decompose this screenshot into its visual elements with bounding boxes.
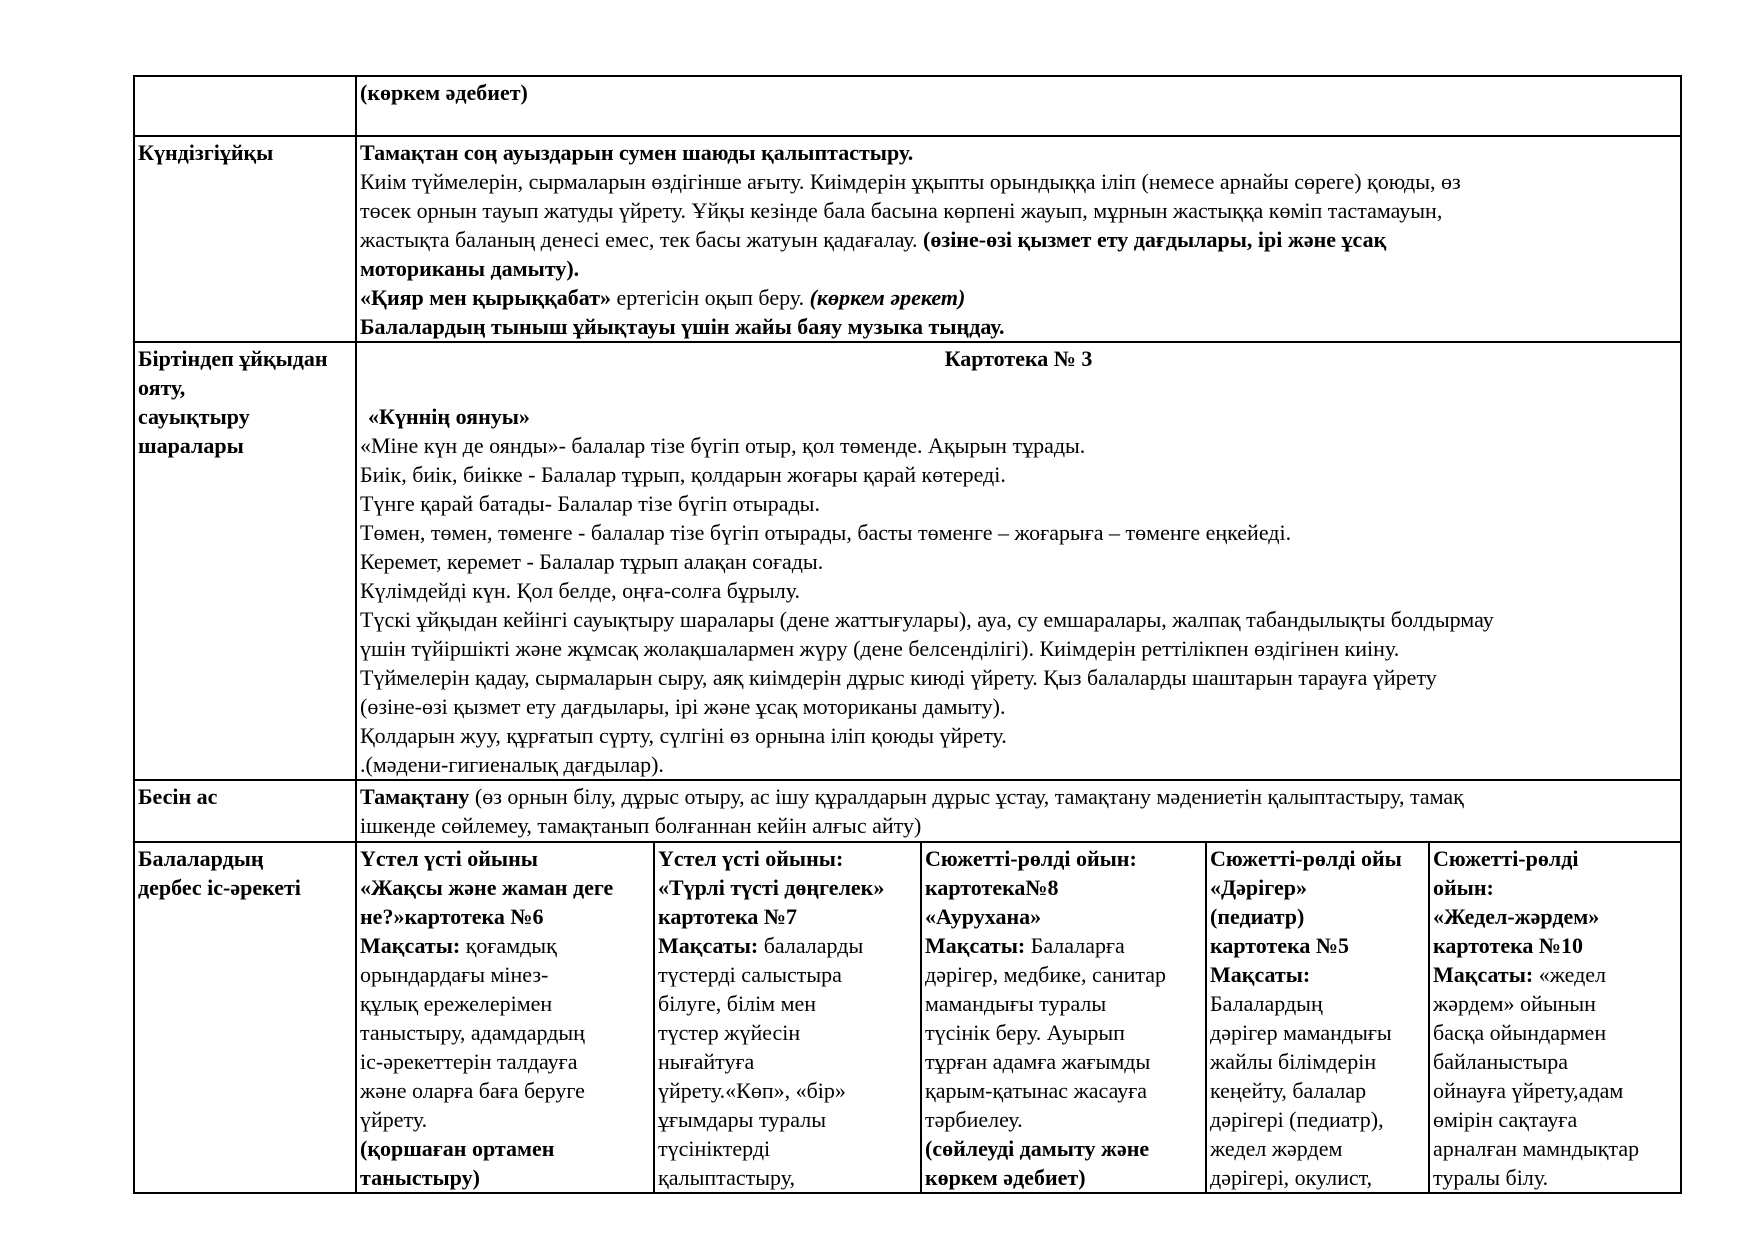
row-top-content (356, 76, 1681, 136)
sleep-line-4-bold: (өзіне-өзі қызмет ету дағдылары, ірі және ұсақ (923, 227, 1387, 252)
col3-text-line: мамандығы туралы (925, 991, 1107, 1016)
col4-heading-line: картотека №5 (1210, 933, 1350, 958)
row-activity (134, 842, 1681, 1193)
row-top-label (134, 76, 356, 136)
col5-text-line: арналған мамндықтар (1433, 1136, 1640, 1161)
col1-heading-line: не?»картотека №6 (360, 904, 544, 929)
wake-line: Түскі ұйқыдан кейінгі сауықтыру шаралары (дене жаттығулары), ауа, су емшаралары, жалпақ табандылықты болдырмау (360, 607, 1494, 632)
wake-game-title: «Күннің оянуы» (368, 404, 530, 429)
col5-text-line: туралы білу. (1433, 1165, 1549, 1190)
wake-line: (өзіне-өзі қызмет ету дағдылары, ірі және ұсақ моториканы дамыту). (360, 694, 1006, 719)
col5-heading-line: картотека №10 (1433, 933, 1584, 958)
col2-heading-line: «Түрлі түсті дөңгелек» (658, 875, 885, 900)
col1-goal-first: қоғамдық (460, 933, 557, 958)
col4-text-line: жедел жәрдем (1210, 1136, 1343, 1161)
col3-heading-line: картотека№8 (925, 875, 1059, 900)
sleep-line-6 (360, 283, 1677, 312)
row-sleep (134, 136, 1681, 342)
col5-text-line: өмірін сақтауға (1433, 1107, 1578, 1132)
col3-goal-first: Балаларға (1025, 933, 1125, 958)
row-top (134, 76, 1681, 136)
col1-text-line: құлық ережелерімен (360, 991, 553, 1016)
sleep-line-6-bold: «Қияр мен қырыққабат» (360, 285, 612, 310)
col1-goal-label: Мақсаты: (360, 933, 461, 958)
col5-text-line: басқа ойындармен (1433, 1020, 1607, 1045)
col2-text-line: нығайтуға (658, 1049, 755, 1074)
col4-text-line: кеңейту, балалар (1210, 1078, 1367, 1103)
wake-label-line: сауықтыру (138, 404, 250, 429)
row-snack-label-text: Бесін ас (138, 784, 218, 809)
col5-heading-line: «Жедел-жәрдем» (1433, 904, 1600, 929)
wake-line: «Міне күн де оянды»- балалар тізе бүгіп отыр, қол төменде. Ақырын тұрады. (360, 433, 1086, 458)
col4-text-line: дәрігері, окулист, (1210, 1165, 1373, 1190)
col1-heading-line: Үстел үсті ойыны (360, 846, 538, 871)
col1-goal-line (360, 931, 650, 960)
col4-text-line: дәрігері (педиатр), (1210, 1107, 1384, 1132)
col1-text-line: және оларға баға беруге (360, 1078, 585, 1103)
col5-text-line: ойнауға үйрету,адам (1433, 1078, 1624, 1103)
col2-goal-line (658, 931, 917, 960)
col3-heading-line: Сюжетті-рөлді ойын: (925, 846, 1137, 871)
col3-goal-label: Мақсаты: (925, 933, 1026, 958)
col5-heading-line: Сюжетті-рөлді (1433, 846, 1579, 871)
col2-text-line: түстерді салыстыра (658, 962, 842, 987)
row-top-text: (көркем әдебиет) (360, 80, 528, 105)
col4-heading-line: Сюжетті-рөлді ойы (1210, 846, 1402, 871)
wake-label-line: ояту, (138, 375, 186, 400)
col3-goal-line (925, 931, 1202, 960)
col2-text-line: түсініктерді (658, 1136, 771, 1161)
col2-text-line: үйрету.«Көп», «бір» (658, 1078, 846, 1103)
row-snack (134, 780, 1681, 842)
col1-tail-line: (қоршаған ортамен (360, 1136, 555, 1161)
col3-text-line: дәрігер, медбике, санитар (925, 962, 1167, 987)
sleep-line-4-plain: жастықта баланың денесі емес, тек басы жатуын қадағалау. (360, 227, 924, 252)
row-snack-label (134, 780, 356, 842)
col1-text-line: таныстыру, адамдардың (360, 1020, 585, 1045)
activity-label-line: дербес іс-әрекеті (138, 875, 301, 900)
wake-line: Түймелерін қадау, сырмаларын сыру, аяқ киімдерін дұрыс киюді үйрету. Қыз балаларды шаштарын тарауға үйрету (360, 665, 1437, 690)
col3-text-line: түсінік беру. Ауырып (925, 1020, 1125, 1045)
snack-line-1 (360, 782, 1677, 811)
wake-line: Түнге қарай батады- Балалар тізе бүгіп отырады. (360, 491, 820, 516)
sleep-line-4 (360, 225, 1677, 254)
col4-text-line: дәрігер мамандығы (1210, 1020, 1392, 1045)
wake-line: Биік, биік, биікке - Балалар тұрып, қолдарын жоғары қарай көтереді. (360, 462, 1006, 487)
sleep-line-5: моториканы дамыту). (360, 256, 580, 281)
col1-tail-line: таныстыру) (360, 1165, 480, 1190)
col4-text-line: жайлы білімдерін (1210, 1049, 1377, 1074)
activity-col-5 (1429, 842, 1681, 1193)
activity-col-3 (921, 842, 1206, 1193)
col5-goal-line (1433, 960, 1677, 989)
wake-line: үшін түйіршікті және жұмсақ жолақшалармен жүру (дене белсенділігі). Киімдерін реттілікпен өздігінен киіну. (360, 636, 1400, 661)
col5-goal-first: «жедел (1533, 962, 1607, 987)
col3-heading-line: «Аурухана» (925, 904, 1042, 929)
snack-bold: Тамақтану (360, 784, 470, 809)
col4-heading-line: «Дәрігер» (1210, 875, 1307, 900)
col3-tail-line: (сөйлеуді дамыту және (925, 1136, 1150, 1161)
sleep-line-6-italic: (көркем әрекет) (809, 285, 966, 310)
row-snack-content (356, 780, 1681, 842)
sleep-line-6-plain: ертегісін оқып беру. (611, 285, 810, 310)
row-activity-label (134, 842, 356, 1193)
wake-label-line: Біртіндеп ұйқыдан (138, 346, 328, 371)
activity-col-1 (356, 842, 654, 1193)
row-wake-content (356, 342, 1681, 780)
daily-plan-table (133, 75, 1682, 1194)
row-wake-label (134, 342, 356, 780)
wake-line: Күлімдейді күн. Қол белде, оңға-солға бұрылу. (360, 578, 801, 603)
col1-text-line: орындардағы мінез- (360, 962, 549, 987)
sleep-line-7: Балалардың тыныш ұйықтауы үшін жайы баяу музыка тыңдау. (360, 314, 1005, 339)
col2-text-line: қалыптастыру, (658, 1165, 795, 1190)
wake-title: Картотека № 3 (944, 346, 1093, 371)
wake-label-line: шаралары (138, 433, 244, 458)
col1-heading-line: «Жақсы және жаман деге (360, 875, 614, 900)
wake-line: .(мәдени-гигиеналық дағдылар). (360, 752, 664, 777)
col2-goal-first: балаларды (758, 933, 864, 958)
activity-col-2 (654, 842, 921, 1193)
activity-col-4 (1206, 842, 1429, 1193)
col5-heading-line: ойын: (1433, 875, 1494, 900)
row-sleep-label (134, 136, 356, 342)
col4-text-line: Балалардың (1210, 991, 1323, 1016)
sleep-line-2: Киім түймелерін, сырмаларын өздігінше ағыту. Киімдерін ұқыпты орындыққа іліп (немесе арнайы сөреге) қоюды, өз (360, 169, 1461, 194)
col5-text-line: жәрдем» ойынын (1433, 991, 1596, 1016)
col2-text-line: ұғымдары туралы (658, 1107, 827, 1132)
col3-text-line: тәрбиелеу. (925, 1107, 1023, 1132)
row-sleep-content (356, 136, 1681, 342)
wake-line: Қолдарын жуу, құрғатып сүрту, сүлгіні өз орнына іліп қоюды үйрету. (360, 723, 1007, 748)
col4-goal-label: Мақсаты: (1210, 962, 1311, 987)
wake-line: Керемет, керемет - Балалар тұрып алақан соғады. (360, 549, 824, 574)
col3-text-line: қарым-қатынас жасауға (925, 1078, 1147, 1103)
activity-label-line: Балалардың (138, 846, 264, 871)
snack-line-1-text: (өз орнын білу, дұрыс отыру, ас ішу құралдарын дұрыс ұстау, тамақтану мәдениетін қалыптастыру, тамақ (469, 784, 1464, 809)
col4-heading-line: (педиатр) (1210, 904, 1305, 929)
wake-line: Төмен, төмен, төменге - балалар тізе бүгіп отырады, басты төменге – жоғарыға – төменге еңкейеді. (360, 520, 1292, 545)
sleep-line-3: төсек орнын тауып жатуды үйрету. Ұйқы кезінде бала басына көрпені жауып, мұрнын жастыққа көміп тастамауын, (360, 198, 1443, 223)
sleep-line-1: Тамақтан соң ауыздарын сумен шаюды қалыптастыру. (360, 140, 914, 165)
col3-text-line: тұрған адамға жағымды (925, 1049, 1151, 1074)
wake-spacer (360, 373, 1677, 402)
col1-text-line: үйрету. (360, 1107, 428, 1132)
row-sleep-label-text: Күндізгіұйқы (138, 140, 274, 165)
row-wake (134, 342, 1681, 780)
col2-text-line: түстер жүйесін (658, 1020, 801, 1045)
col2-heading-line: Үстел үсті ойыны: (658, 846, 844, 871)
col2-heading-line: картотека №7 (658, 904, 798, 929)
col3-tail-line: көркем әдебиет) (925, 1165, 1086, 1190)
col5-goal-label: Мақсаты: (1433, 962, 1534, 987)
snack-line-2: ішкенде сөйлемеу, тамақтанып болғаннан кейін алғыс айту) (360, 813, 922, 838)
col5-text-line: байланыстыра (1433, 1049, 1568, 1074)
col2-text-line: білуге, білім мен (658, 991, 817, 1016)
col2-goal-label: Мақсаты: (658, 933, 759, 958)
col1-text-line: іс-әрекеттерін талдауға (360, 1049, 578, 1074)
